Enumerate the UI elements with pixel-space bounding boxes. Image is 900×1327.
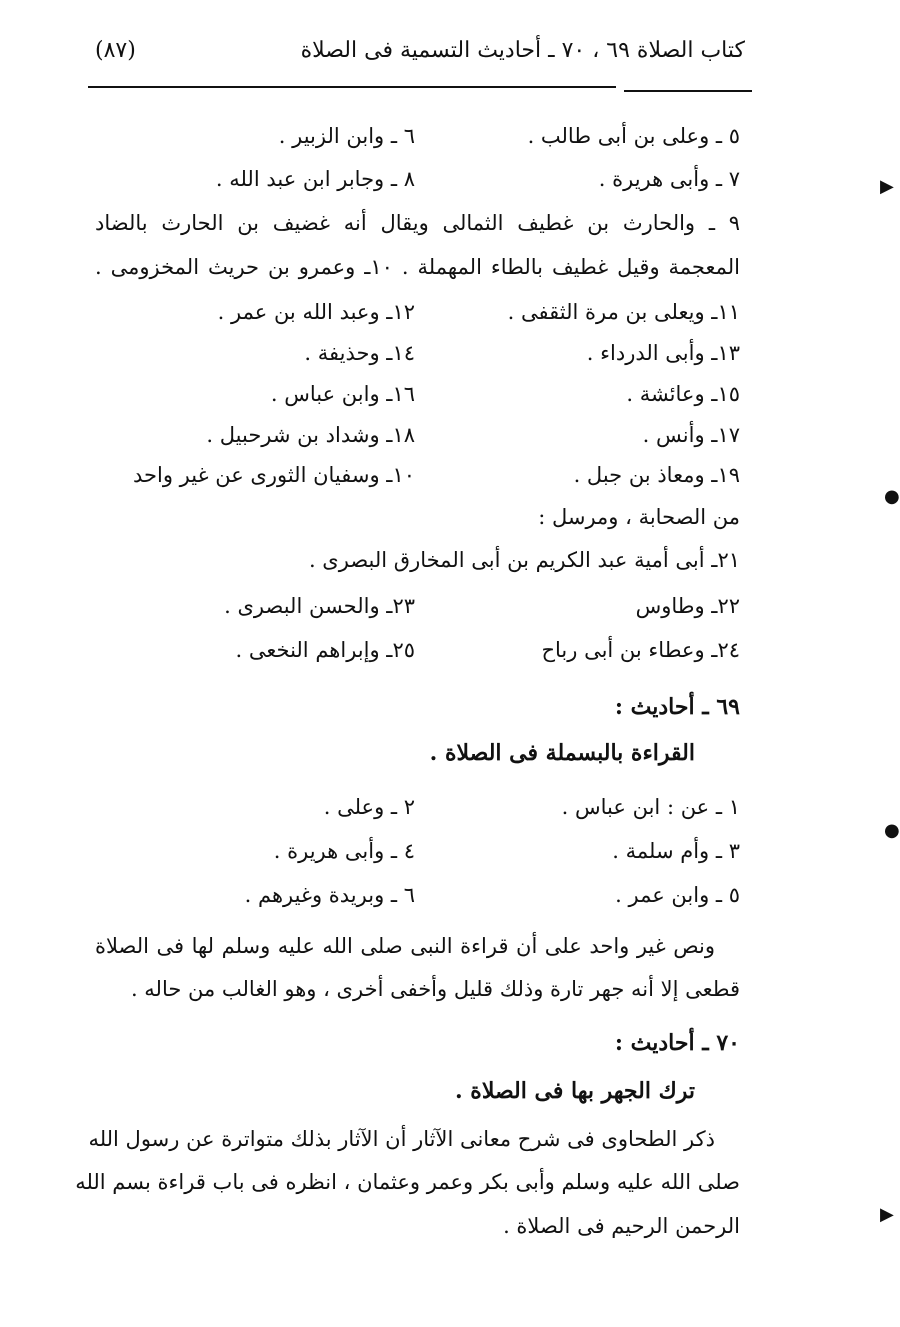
list-item: ١٢ـ وعبد الله بن عمر .	[217, 300, 415, 324]
running-header	[95, 38, 745, 78]
paragraph-line: ٢١ـ أبى أمية عبد الكريم بن أبى المخارق البصرى .	[308, 548, 740, 572]
paragraph-line: من الصحابة ، ومرسل :	[538, 505, 740, 529]
list-item: ٢٥ـ وإبراهم النخعى .	[235, 638, 415, 662]
paragraph-line: المعجمة وقيل غطيف بالطاء المهملة . ١٠ـ وعمرو بن حريث المخزومى .	[95, 255, 740, 279]
list-item: ١٥ـ وعائشة .	[626, 382, 740, 406]
list-item: ١٠ـ وسفيان الثورى عن غير واحد	[132, 463, 415, 487]
list-item: ١٧ـ وأنس .	[642, 423, 740, 447]
paragraph-line: الرحمن الرحيم فى الصلاة .	[503, 1214, 740, 1238]
list-item: ٢٤ـ وعطاء بن أبى رباح	[541, 638, 740, 662]
paragraph-line: ونص غير واحد على أن قراءة النبى صلى الله عليه وسلم لها فى الصلاة	[95, 934, 715, 958]
paragraph-line: ٩ ـ والحارث بن غطيف الثمالى ويقال أنه غضيف بن الحارث بالضاد	[95, 211, 740, 235]
list-item: ١٦ـ وابن عباس .	[270, 382, 415, 406]
margin-mark: ▶	[880, 176, 894, 197]
header-rule	[88, 86, 616, 88]
list-item: ١٣ـ وأبى الدرداء .	[586, 341, 740, 365]
section-heading: ٧٠ ـ أحاديث :	[614, 1030, 740, 1056]
list-item: ٢٣ـ والحسن البصرى .	[224, 594, 415, 618]
list-item: ١ ـ عن : ابن عباس .	[561, 795, 740, 819]
paragraph-line: صلى الله عليه وسلم وأبى بكر وعمر وعثمان ، انظره فى باب قراءة بسم الله	[75, 1170, 740, 1194]
paragraph-line: ذكر الطحاوى فى شرح معانى الآثار أن الآثار بذلك متواترة عن رسول الله	[88, 1127, 715, 1151]
header-title: كتاب الصلاة ٦٩ ، ٧٠ ـ أحاديث التسمية فى الصلاة	[300, 38, 745, 63]
list-item: ٤ ـ وأبى هريرة .	[273, 839, 415, 863]
list-item: ٢ ـ وعلى .	[323, 795, 415, 819]
section-heading: ٦٩ ـ أحاديث :	[614, 694, 740, 720]
paragraph-line: قطعى إلا أنه جهر تارة وذلك قليل وأخفى أخرى ، وهو الغالب من حاله .	[130, 977, 740, 1001]
page-number: (٨٧)	[95, 38, 136, 63]
list-item: ١٩ـ ومعاذ بن جبل .	[573, 463, 740, 487]
section-subheading: القراءة بالبسملة فى الصلاة .	[429, 740, 695, 766]
list-item: ٣ ـ وأم سلمة .	[612, 839, 740, 863]
header-rule-short	[624, 90, 752, 92]
list-item: ٥ ـ وعلى بن أبى طالب .	[527, 124, 740, 148]
margin-mark: ●	[884, 820, 900, 841]
list-item: ١١ـ ويعلى بن مرة الثقفى .	[507, 300, 740, 324]
list-item: ٥ ـ وابن عمر .	[615, 883, 740, 907]
list-item: ٦ ـ وابن الزبير .	[278, 124, 415, 148]
list-item: ٢٢ـ وطاوس	[635, 594, 740, 618]
list-item: ١٨ـ وشداد بن شرحبيل .	[206, 423, 415, 447]
list-item: ٨ ـ وجابر ابن عبد الله .	[215, 167, 415, 191]
list-item: ٦ ـ وبريدة وغيرهم .	[244, 883, 415, 907]
margin-mark: ▶	[880, 1204, 894, 1225]
margin-mark: ●	[884, 486, 900, 507]
section-subheading: ترك الجهر بها فى الصلاة .	[454, 1078, 695, 1104]
list-item: ١٤ـ وحذيفة .	[304, 341, 415, 365]
list-item: ٧ ـ وأبى هريرة .	[598, 167, 740, 191]
